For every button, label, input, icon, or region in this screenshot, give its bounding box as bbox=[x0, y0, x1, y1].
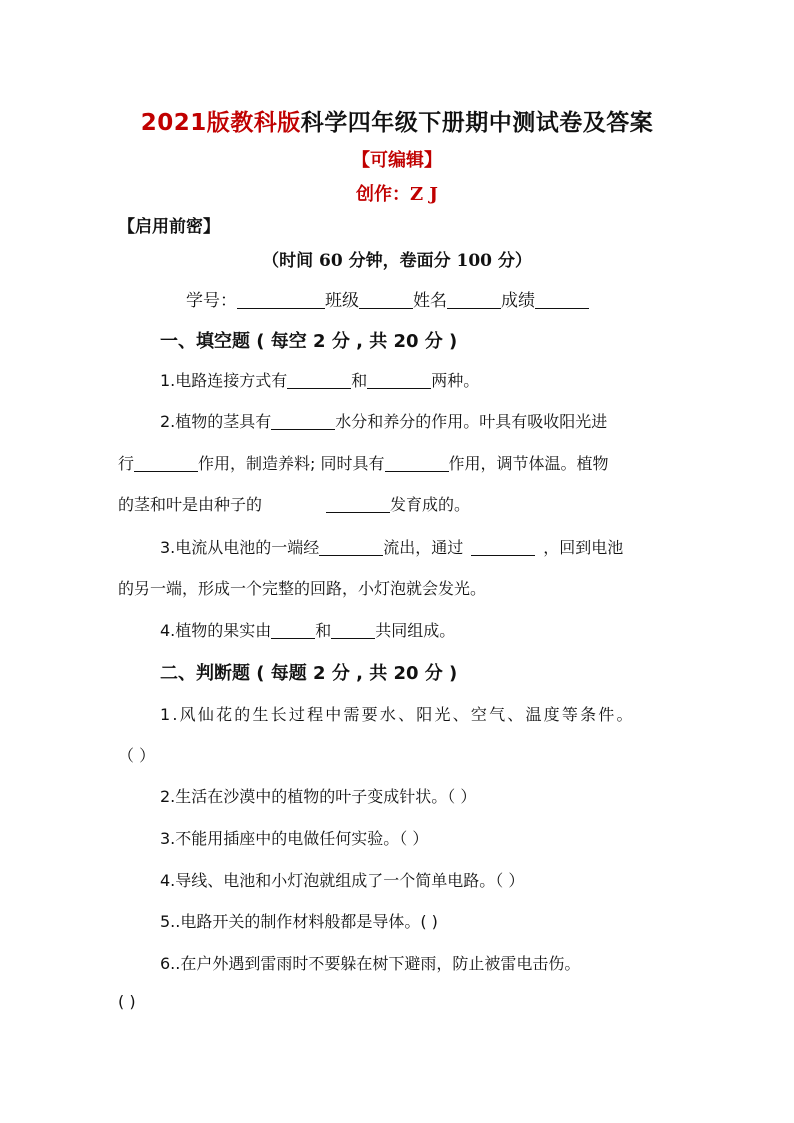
class-blank[interactable] bbox=[359, 290, 413, 309]
fill-q2-text-b: 水分和养分的作用。叶具有吸收阳光进 bbox=[335, 412, 608, 431]
judge-q2: 2.生活在沙漠中的植物的叶子变成针状。（ ） bbox=[160, 787, 477, 806]
fill-q1-text-a: 1.电路连接方式有 bbox=[160, 371, 288, 390]
fill-q4-text-b: 和 bbox=[315, 621, 332, 640]
fill-q4-blank-2[interactable] bbox=[331, 621, 375, 639]
student-id-blank[interactable] bbox=[237, 290, 325, 309]
fill-q1-blank-1[interactable] bbox=[287, 371, 351, 389]
section-judgment-title: 二、判断题 ( 每题 2 分 , 共 20 分 ) bbox=[160, 663, 458, 684]
editable-note: 【可编辑】 bbox=[352, 150, 442, 171]
name-label: 姓名 bbox=[413, 291, 447, 311]
fill-q2-blank-2[interactable] bbox=[134, 454, 198, 472]
name-blank[interactable] bbox=[447, 290, 501, 309]
fill-q1-text-c: 两种。 bbox=[431, 371, 480, 390]
fill-q3-text-c: ，回到电池 bbox=[543, 538, 624, 557]
author-line: 创作：Z J bbox=[356, 184, 438, 205]
fill-q3-text-b: 流出，通过 bbox=[383, 538, 464, 557]
fill-q2-text-e: 作用，调节体温。植物 bbox=[448, 454, 609, 473]
title-red-part: 2021版教科版 bbox=[140, 110, 301, 136]
judge-q6-answer[interactable]: ( ) bbox=[118, 992, 136, 1011]
page-title bbox=[0, 104, 794, 137]
score-label: 成绩 bbox=[501, 291, 535, 311]
fill-q2-text-c: 行 bbox=[118, 454, 135, 473]
fill-q1-blank-2[interactable] bbox=[367, 371, 431, 389]
time-info: （时间 60 分钟，卷面分 100 分） bbox=[262, 251, 532, 271]
section-fill-in-title: 一、填空题 ( 每空 2 分 , 共 20 分 ) bbox=[160, 331, 458, 352]
fill-q2-blank-1[interactable] bbox=[271, 412, 335, 430]
fill-q2-line3 bbox=[118, 492, 470, 515]
fill-q3-text-a: 3.电流从电池的一端经 bbox=[160, 538, 320, 557]
title-black-part: 科学四年级下册期中测试卷及答案 bbox=[300, 110, 654, 136]
score-blank[interactable] bbox=[535, 290, 589, 309]
fill-q2-text-a: 2.植物的茎具有 bbox=[160, 412, 272, 431]
judge-q1-line1: 1.风仙花的生长过程中需要水、阳光、空气、温度等条件。 bbox=[160, 705, 635, 724]
fill-q4-text-c: 共同组成。 bbox=[375, 621, 456, 640]
fill-q2-text-f: 的茎和叶是由种子的 bbox=[118, 495, 263, 514]
fill-q3-blank-2[interactable] bbox=[471, 538, 535, 556]
judge-q3: 3.不能用插座中的电做任何实验。（ ） bbox=[160, 829, 429, 848]
fill-q2-blank-3[interactable] bbox=[385, 454, 449, 472]
fill-q4 bbox=[160, 618, 455, 641]
fill-q2-line1 bbox=[160, 409, 607, 432]
secret-label: 【启用前密】 bbox=[118, 217, 220, 237]
fill-q2-line2 bbox=[118, 451, 609, 474]
fill-q2-text-g: 发育成的。 bbox=[390, 495, 471, 514]
fill-q1-text-b: 和 bbox=[351, 371, 368, 390]
fill-q3-line2: 的另一端，形成一个完整的回路，小灯泡就会发光。 bbox=[118, 579, 487, 598]
class-label: 班级 bbox=[325, 291, 359, 311]
fill-q4-blank-1[interactable] bbox=[271, 621, 315, 639]
judge-q6-line1: 6..在户外遇到雷雨时不要躲在树下避雨，防止被雷电击伤。 bbox=[160, 954, 581, 973]
judge-q5: 5..电路开关的制作材料般都是导体。( ) bbox=[160, 912, 438, 931]
student-info-line bbox=[186, 286, 589, 311]
student-id-label: 学号： bbox=[186, 291, 237, 311]
fill-q3-blank-1[interactable] bbox=[319, 538, 383, 556]
judge-q4: 4.导线、电池和小灯泡就组成了一个简单电路。（ ） bbox=[160, 871, 525, 890]
fill-q2-blank-4[interactable] bbox=[326, 495, 390, 513]
fill-q4-text-a: 4.植物的果实由 bbox=[160, 621, 272, 640]
fill-q2-text-d: 作用，制造养料; 同时具有 bbox=[198, 454, 385, 473]
fill-q1 bbox=[160, 368, 479, 391]
fill-q3-line1 bbox=[160, 535, 623, 558]
judge-q1-answer[interactable]: （ ） bbox=[118, 746, 156, 765]
